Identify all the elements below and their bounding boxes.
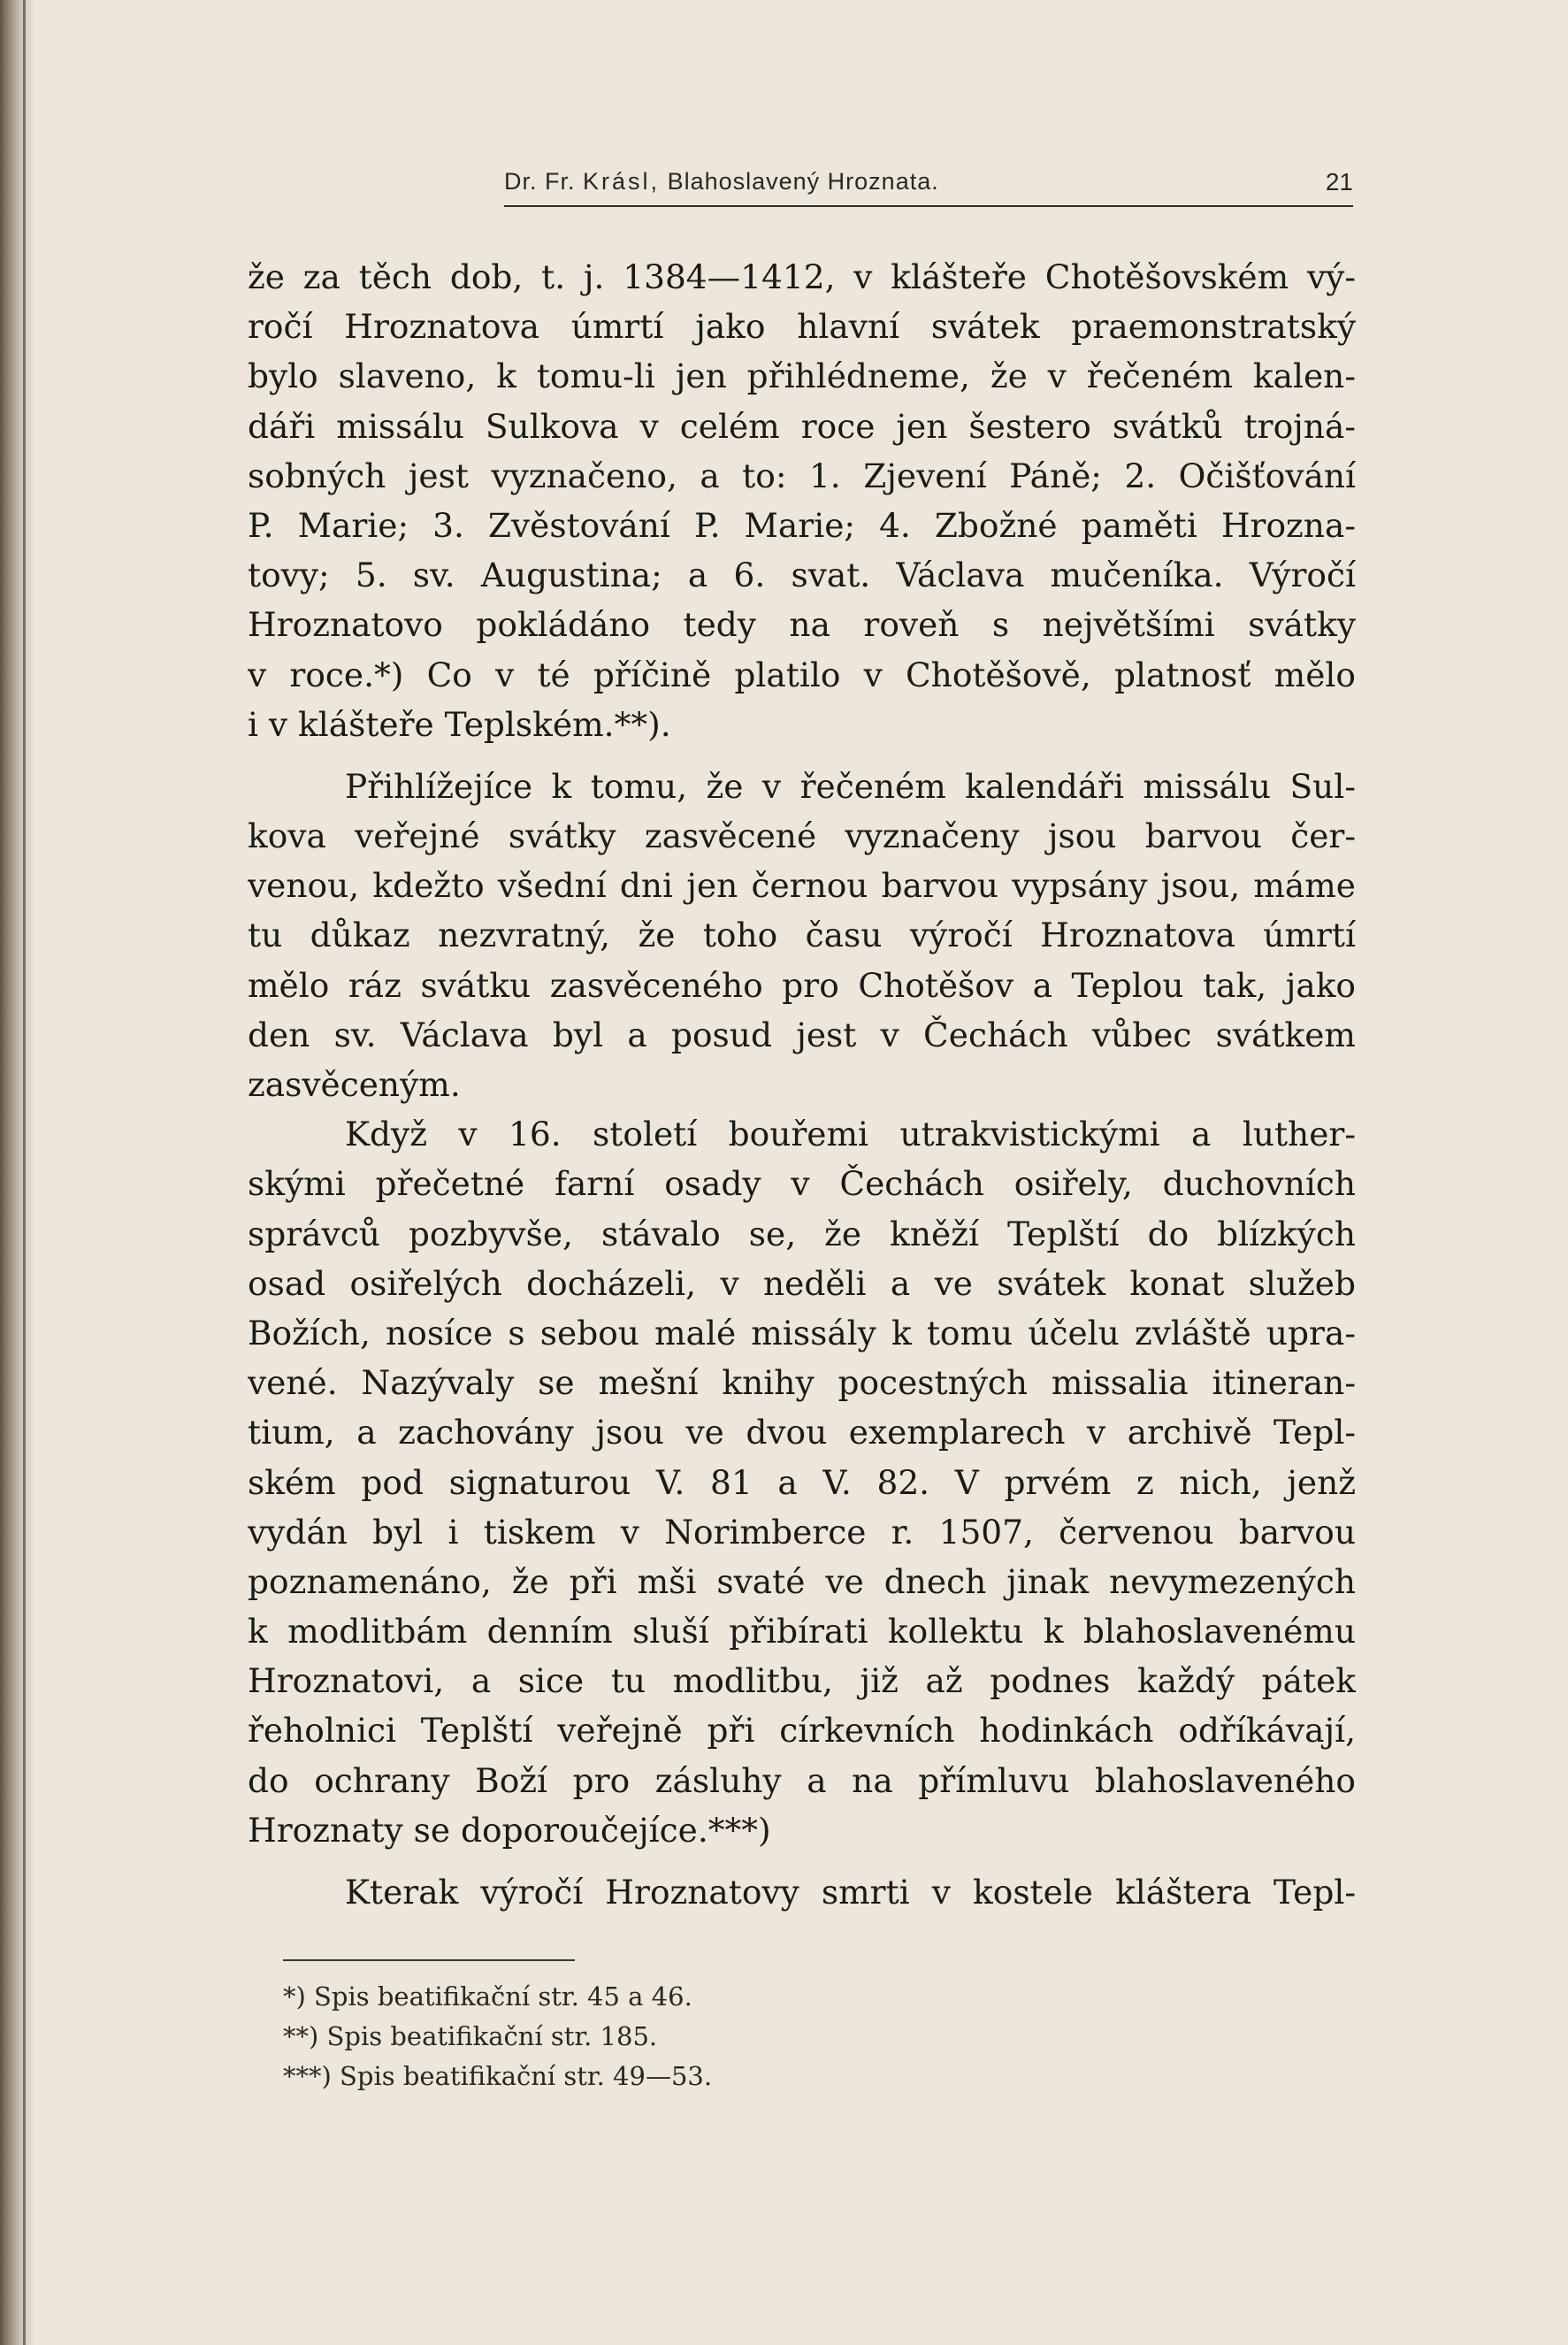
- text-line: zasvěceným.: [248, 1065, 461, 1104]
- text-line: dáři missálu Sulkova v celém roce jen šestero svátků trojná-: [248, 406, 1356, 446]
- text-line: v roce.*) Co v té příčině platilo v Chotěšově, platnosť mělo: [248, 655, 1356, 694]
- text-line: kova veřejné svátky zasvěcené vyznačeny jsou barvou čer-: [248, 816, 1356, 856]
- text-line: venou, kdežto všední dni jen černou barvou vypsány jsou, máme: [248, 866, 1356, 906]
- paragraph-3: [248, 1109, 1356, 1855]
- page-spine-shadow: [0, 0, 35, 2345]
- text-line: Přihlížejíce k tomu, že v řečeném kalendáři missálu Sul-: [345, 766, 1356, 806]
- text-line: den sv. Václava byl a posud jest v Čechách vůbec svátkem: [248, 1015, 1356, 1054]
- text-line: P. Marie; 3. Zvěstování P. Marie; 4. Zbožné paměti Hrozna-: [248, 505, 1356, 545]
- text-line: osad osiřelých docházeli, v neděli a ve svátek konat služeb: [248, 1263, 1356, 1303]
- footnote: *) Spis beatifikační str. 45 a 46.: [283, 1981, 692, 2012]
- text-line: i v klášteře Teplském.**).: [248, 704, 671, 744]
- text-line: tu důkaz nezvratný, že toho času výročí Hroznatova úmrtí: [248, 916, 1356, 955]
- paragraph-gap: [248, 749, 1356, 762]
- text-line: že za těch dob, t. j. 1384—1412, v klášteře Chotěšovském vý-: [248, 257, 1356, 296]
- text-line: tovy; 5. sv. Augustina; a 6. svat. Václava mučeníka. Výročí: [248, 556, 1356, 595]
- author-prefix: Dr. Fr.: [504, 168, 576, 195]
- footnote-rule: [283, 1959, 575, 1961]
- binding-edge: [23, 0, 26, 2345]
- text-line: vené. Nazývaly se mešní knihy pocestných missalia itineran-: [248, 1363, 1356, 1403]
- paragraph-gap: [248, 1855, 1356, 1867]
- page-number: 21: [1325, 168, 1353, 195]
- text-line: do ochrany Boží pro zásluhy a na přímluvu blahoslaveného: [248, 1760, 1356, 1800]
- text-line: správců pozbyvše, stávalo se, že kněží Teplští do blízkých: [248, 1214, 1356, 1253]
- text-line: Hroznatovo pokládáno tedy na roveň s největšími svátky: [248, 605, 1356, 645]
- text-line: řeholnici Teplští veřejně při církevních hodinkách odříkávají,: [248, 1711, 1356, 1751]
- text-line: k modlitbám denním sluší přibírati kollektu k blahoslavenému: [248, 1612, 1356, 1651]
- footnotes: [248, 1977, 1044, 2096]
- text-line: skými přečetné farní osady v Čechách osiřely, duchovních: [248, 1164, 1356, 1204]
- footnote: **) Spis beatifikační str. 185.: [283, 2021, 658, 2051]
- text-line: poznamenáno, že při mši svaté ve dnech jinak nevymezených: [248, 1561, 1356, 1601]
- text-line: bylo slaveno, k tomu-li jen přihlédneme, že v řečeném kalen-: [248, 356, 1356, 396]
- text-line: tium, a zachovány jsou ve dvou exemplarech v archivě Tepl-: [248, 1413, 1356, 1452]
- text-line: Hroznatovi, a sice tu modlitbu, již až podnes každý pátek: [248, 1661, 1356, 1701]
- body-text: [248, 252, 1356, 1917]
- text-line: mělo ráz svátku zasvěceného pro Chotěšov a Teplou tak, jako: [248, 965, 1356, 1005]
- running-title: [504, 168, 939, 195]
- book-title: Blahoslavený Hroznata.: [667, 168, 939, 195]
- paragraph-1: [248, 252, 1356, 749]
- author-name: Krásl,: [583, 168, 661, 195]
- text-line: vydán byl i tiskem v Norimberce r. 1507, červenou barvou: [248, 1512, 1356, 1552]
- header-rule: [504, 205, 1353, 207]
- footnote: ***) Spis beatifikační str. 49—53.: [283, 2061, 713, 2091]
- text-line: Kterak výročí Hroznatovy smrti v kostele kláštera Tepl-: [345, 1873, 1356, 1912]
- paragraph-4: [248, 1867, 1356, 1917]
- text-line: sobných jest vyznačeno, a to: 1. Zjevení Páně; 2. Očišťování: [248, 456, 1356, 495]
- text-line: ském pod signaturou V. 81 a V. 82. V prvém z nich, jenž: [248, 1462, 1356, 1502]
- paragraph-2: [248, 762, 1356, 1109]
- text-line: ročí Hroznatova úmrtí jako hlavní svátek praemonstratský: [248, 307, 1356, 347]
- text-line: Božích, nosíce s sebou malé missály k tomu účelu zvláště upra-: [248, 1313, 1356, 1353]
- text-line: Hroznaty se doporoučejíce.***): [248, 1810, 771, 1850]
- text-line: Když v 16. století bouřemi utrakvistickými a luther-: [345, 1115, 1356, 1154]
